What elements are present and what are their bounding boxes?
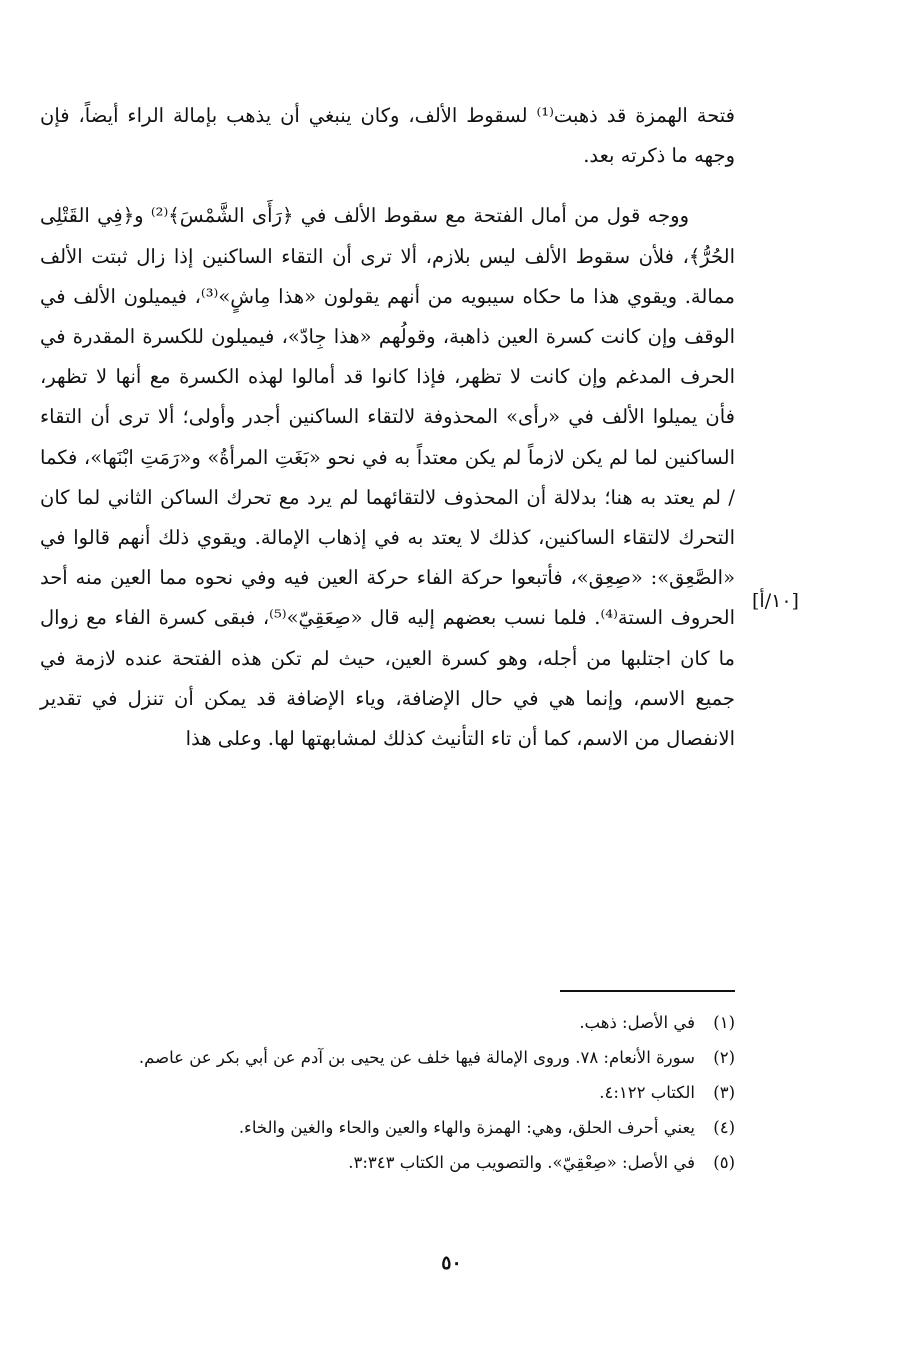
footnote-item (40, 1040, 735, 1075)
footnote-item (40, 1145, 735, 1180)
footnote-separator (560, 990, 735, 992)
footnote-text: سورة الأنعام: ٧٨. وروى الإمالة فيها خلف عن يحيى بن آدم عن أبي بكر عن عاصم. (138, 1048, 695, 1067)
footnote-number: (٤) (713, 1118, 735, 1137)
footnotes (40, 1005, 735, 1180)
main-text (40, 96, 735, 759)
footnote-number: (٣) (713, 1083, 735, 1102)
paragraph-1: فتحة الهمزة قد ذهبت⁽¹⁾ لسقوط الألف، وكان ينبغي أن يذهب بإمالة الراء أيضاً، فإن وجهه ما ذكرته بعد. (40, 104, 735, 168)
footnote-text: في الأصل: ذهب. (579, 1013, 695, 1032)
footnote-number: (٥) (713, 1153, 735, 1172)
footnote-item (40, 1075, 735, 1110)
page-number: ٥٠ (441, 1252, 462, 1274)
footnote-text: يعني أحرف الحلق، وهي: الهمزة والهاء والعين والحاء والغين والخاء. (238, 1118, 695, 1137)
footnote-item (40, 1005, 735, 1040)
paragraph-2: ووجه قول من أمال الفتحة مع سقوط الألف في ﴿رَأَى الشَّمْسَ﴾⁽²⁾ و﴿فِي القَتْلِى الحُرُّ﴾، فلأن سقوط الألف ليس بلازم، ألا ترى أن التقاء الساكنين إذا زال ثبتت الألف ممالة. ويقوي هذا ما حكاه سيبويه من أنهم يقولون «هذا مِاشٍ»⁽³⁾، فيميلون الألف في الوقف وإن كانت كسرة العين ذاهبة، وقولُهم «هذا جِادّ»، فيميلون للكسرة المقدرة في الحرف المدغم وإن كانت لا تظهر، فإذا كانوا قد أمالوا لهذه الكسرة مع أنها لا تظهر، فأن يميلوا الألف في «رأى» المحذوفة لالتقاء الساكنين أجدر وأولى؛ ألا ترى أن التقاء الساكنين لما لم يكن لازماً لم يكن معتداً به في نحو «بَغَتِ المرأةُ» و«رَمَتِ ابْنَها»، فكما / لم يعتد به هنا؛ بدلالة أن المحذوف لالتقائهما لم يرد مع تحرك الساكن الثاني لما كان التحرك لالتقاء الساكنين، كذلك لا يعتد به في إذهاب الإمالة. ويقوي ذلك أنهم قالوا في «الصَّعِق»: «صِعِق»، فأتبعوا حركة الفاء حركة العين فيه وفي نحوه مما العين منه أحد الحروف الستة⁽⁴⁾. فلما نسب بعضهم إليه قال «صِعَقِيّ»⁽⁵⁾، فبقى كسرة الفاء مع زوال ما كان اجتلبها من أجله، وهو كسرة العين، حيث لم تكن هذه الفتحة عنده لازمة في جميع الاسم، وإنما هي في حال الإضافة، وياء الإضافة قد يمكن أن تنزل في تقدير الانفصال من الاسم، كما أن تاء التأنيث كذلك لمشابهتها لها. وعلى هذا (40, 204, 735, 751)
footnote-item (40, 1110, 735, 1145)
footnote-text: في الأصل: «صِعْقِيّ». والتصويب من الكتاب ٣:٣٤٣. (348, 1153, 695, 1172)
footnote-number: (٢) (713, 1048, 735, 1067)
manuscript-folio-marker: [١٠/أ] (752, 590, 799, 612)
footnote-text: الكتاب ٤:١٢٢. (599, 1083, 695, 1102)
footnote-number: (١) (713, 1013, 735, 1032)
